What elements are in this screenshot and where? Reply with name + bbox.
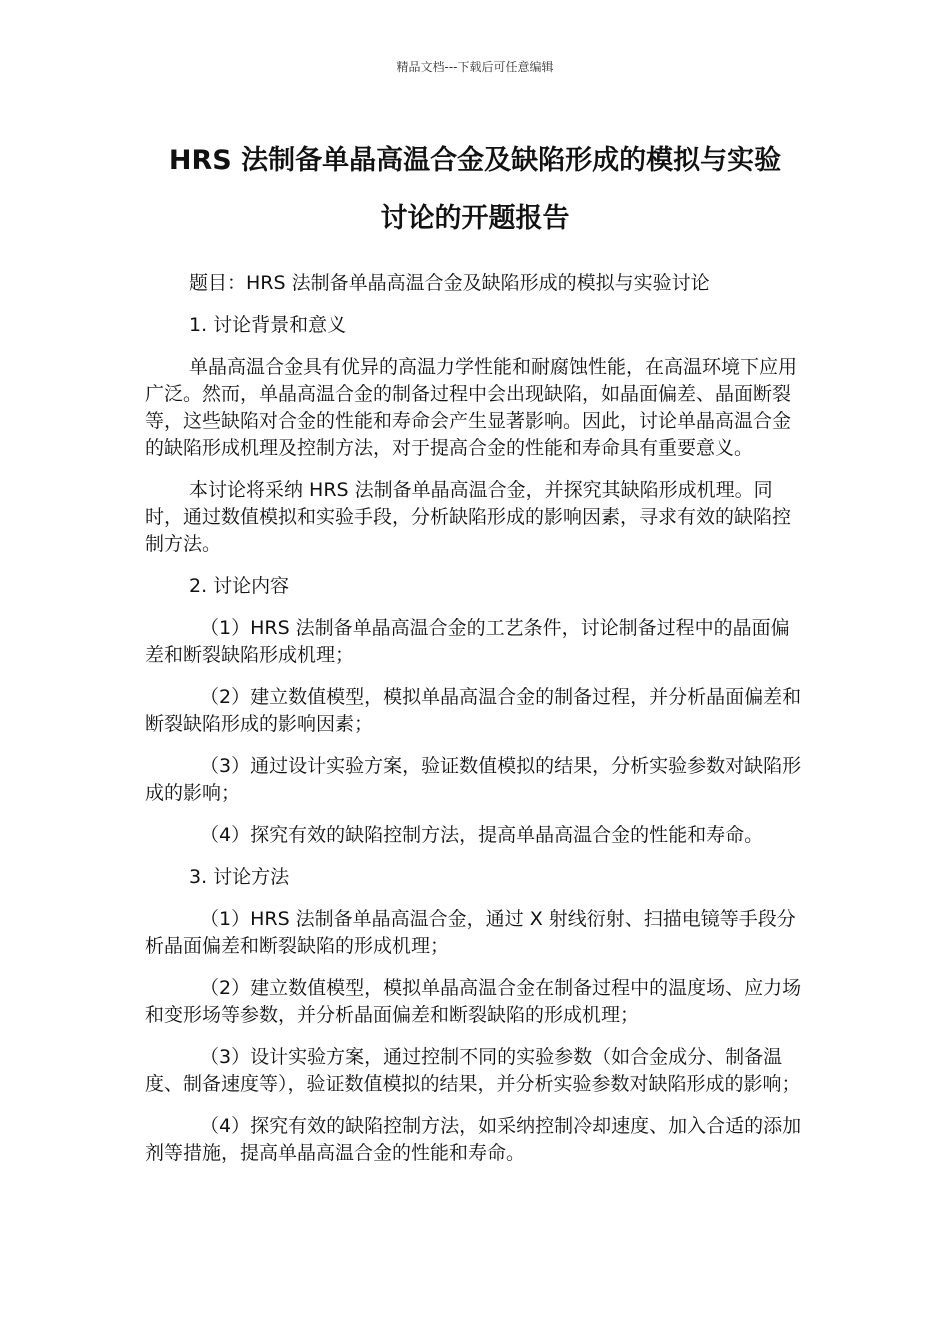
method-list-item: （4）探究有效的缺陷控制方法，如采纳控制冷却速度、加入合适的添加剂等措施，提高单晶高温合金的性能和寿命。: [145, 1115, 802, 1164]
section-heading-background: 1. 讨论背景和意义: [189, 314, 347, 336]
document-title-line-1: HRS 法制备单晶高温合金及缺陷形成的模拟与实验: [168, 145, 782, 176]
section-heading-content: 2. 讨论内容: [189, 575, 290, 597]
content-list-item: （2）建立数值模型，模拟单晶高温合金的制备过程，并分析晶面偏差和断裂缺陷形成的影响因素；: [145, 686, 802, 735]
content-list-item: （3）通过设计实验方案，验证数值模拟的结果，分析实验参数对缺陷形成的影响；: [145, 755, 802, 804]
document-title-line-2: 讨论的开题报告: [380, 203, 570, 234]
document-body: [145, 270, 805, 1182]
background-paragraph: 本讨论将采纳 HRS 法制备单晶高温合金，并探究其缺陷形成机理。同时，通过数值模拟和实验手段，分析缺陷形成的影响因素，寻求有效的缺陷控制方法。: [145, 479, 792, 555]
background-paragraph: 单晶高温合金具有优异的高温力学性能和耐腐蚀性能，在高温环境下应用广泛。然而，单晶高温合金的制备过程中会出现缺陷，如晶面偏差、晶面断裂等，这些缺陷对合金的性能和寿命会产生显著影响。因此，讨论单晶高温合金的缺陷形成机理及控制方法，对于提高合金的性能和寿命具有重要意义。: [145, 356, 798, 459]
method-list-item: （3）设计实验方案，通过控制不同的实验参数（如合金成分、制备温度、制备速度等），验证数值模拟的结果，并分析实验参数对缺陷形成的影响；: [145, 1046, 801, 1095]
content-list-item: （4）探究有效的缺陷控制方法，提高单晶高温合金的性能和寿命。: [200, 824, 764, 846]
method-list-item: （2）建立数值模型，模拟单晶高温合金在制备过程中的温度场、应力场和变形场等参数，并分析晶面偏差和断裂缺陷的形成机理；: [145, 977, 802, 1026]
content-list-item: （1）HRS 法制备单晶高温合金的工艺条件，讨论制备过程中的晶面偏差和断裂缺陷形成机理；: [145, 617, 790, 666]
page-header: 精品文档---下载后可任意编辑: [396, 60, 554, 74]
topic-line: 题目：HRS 法制备单晶高温合金及缺陷形成的模拟与实验讨论: [189, 272, 710, 294]
method-list-item: （1）HRS 法制备单晶高温合金，通过 X 射线衍射、扫描电镜等手段分析晶面偏差和断裂缺陷的形成机理；: [145, 908, 796, 957]
section-heading-methods: 3. 讨论方法: [189, 866, 290, 888]
